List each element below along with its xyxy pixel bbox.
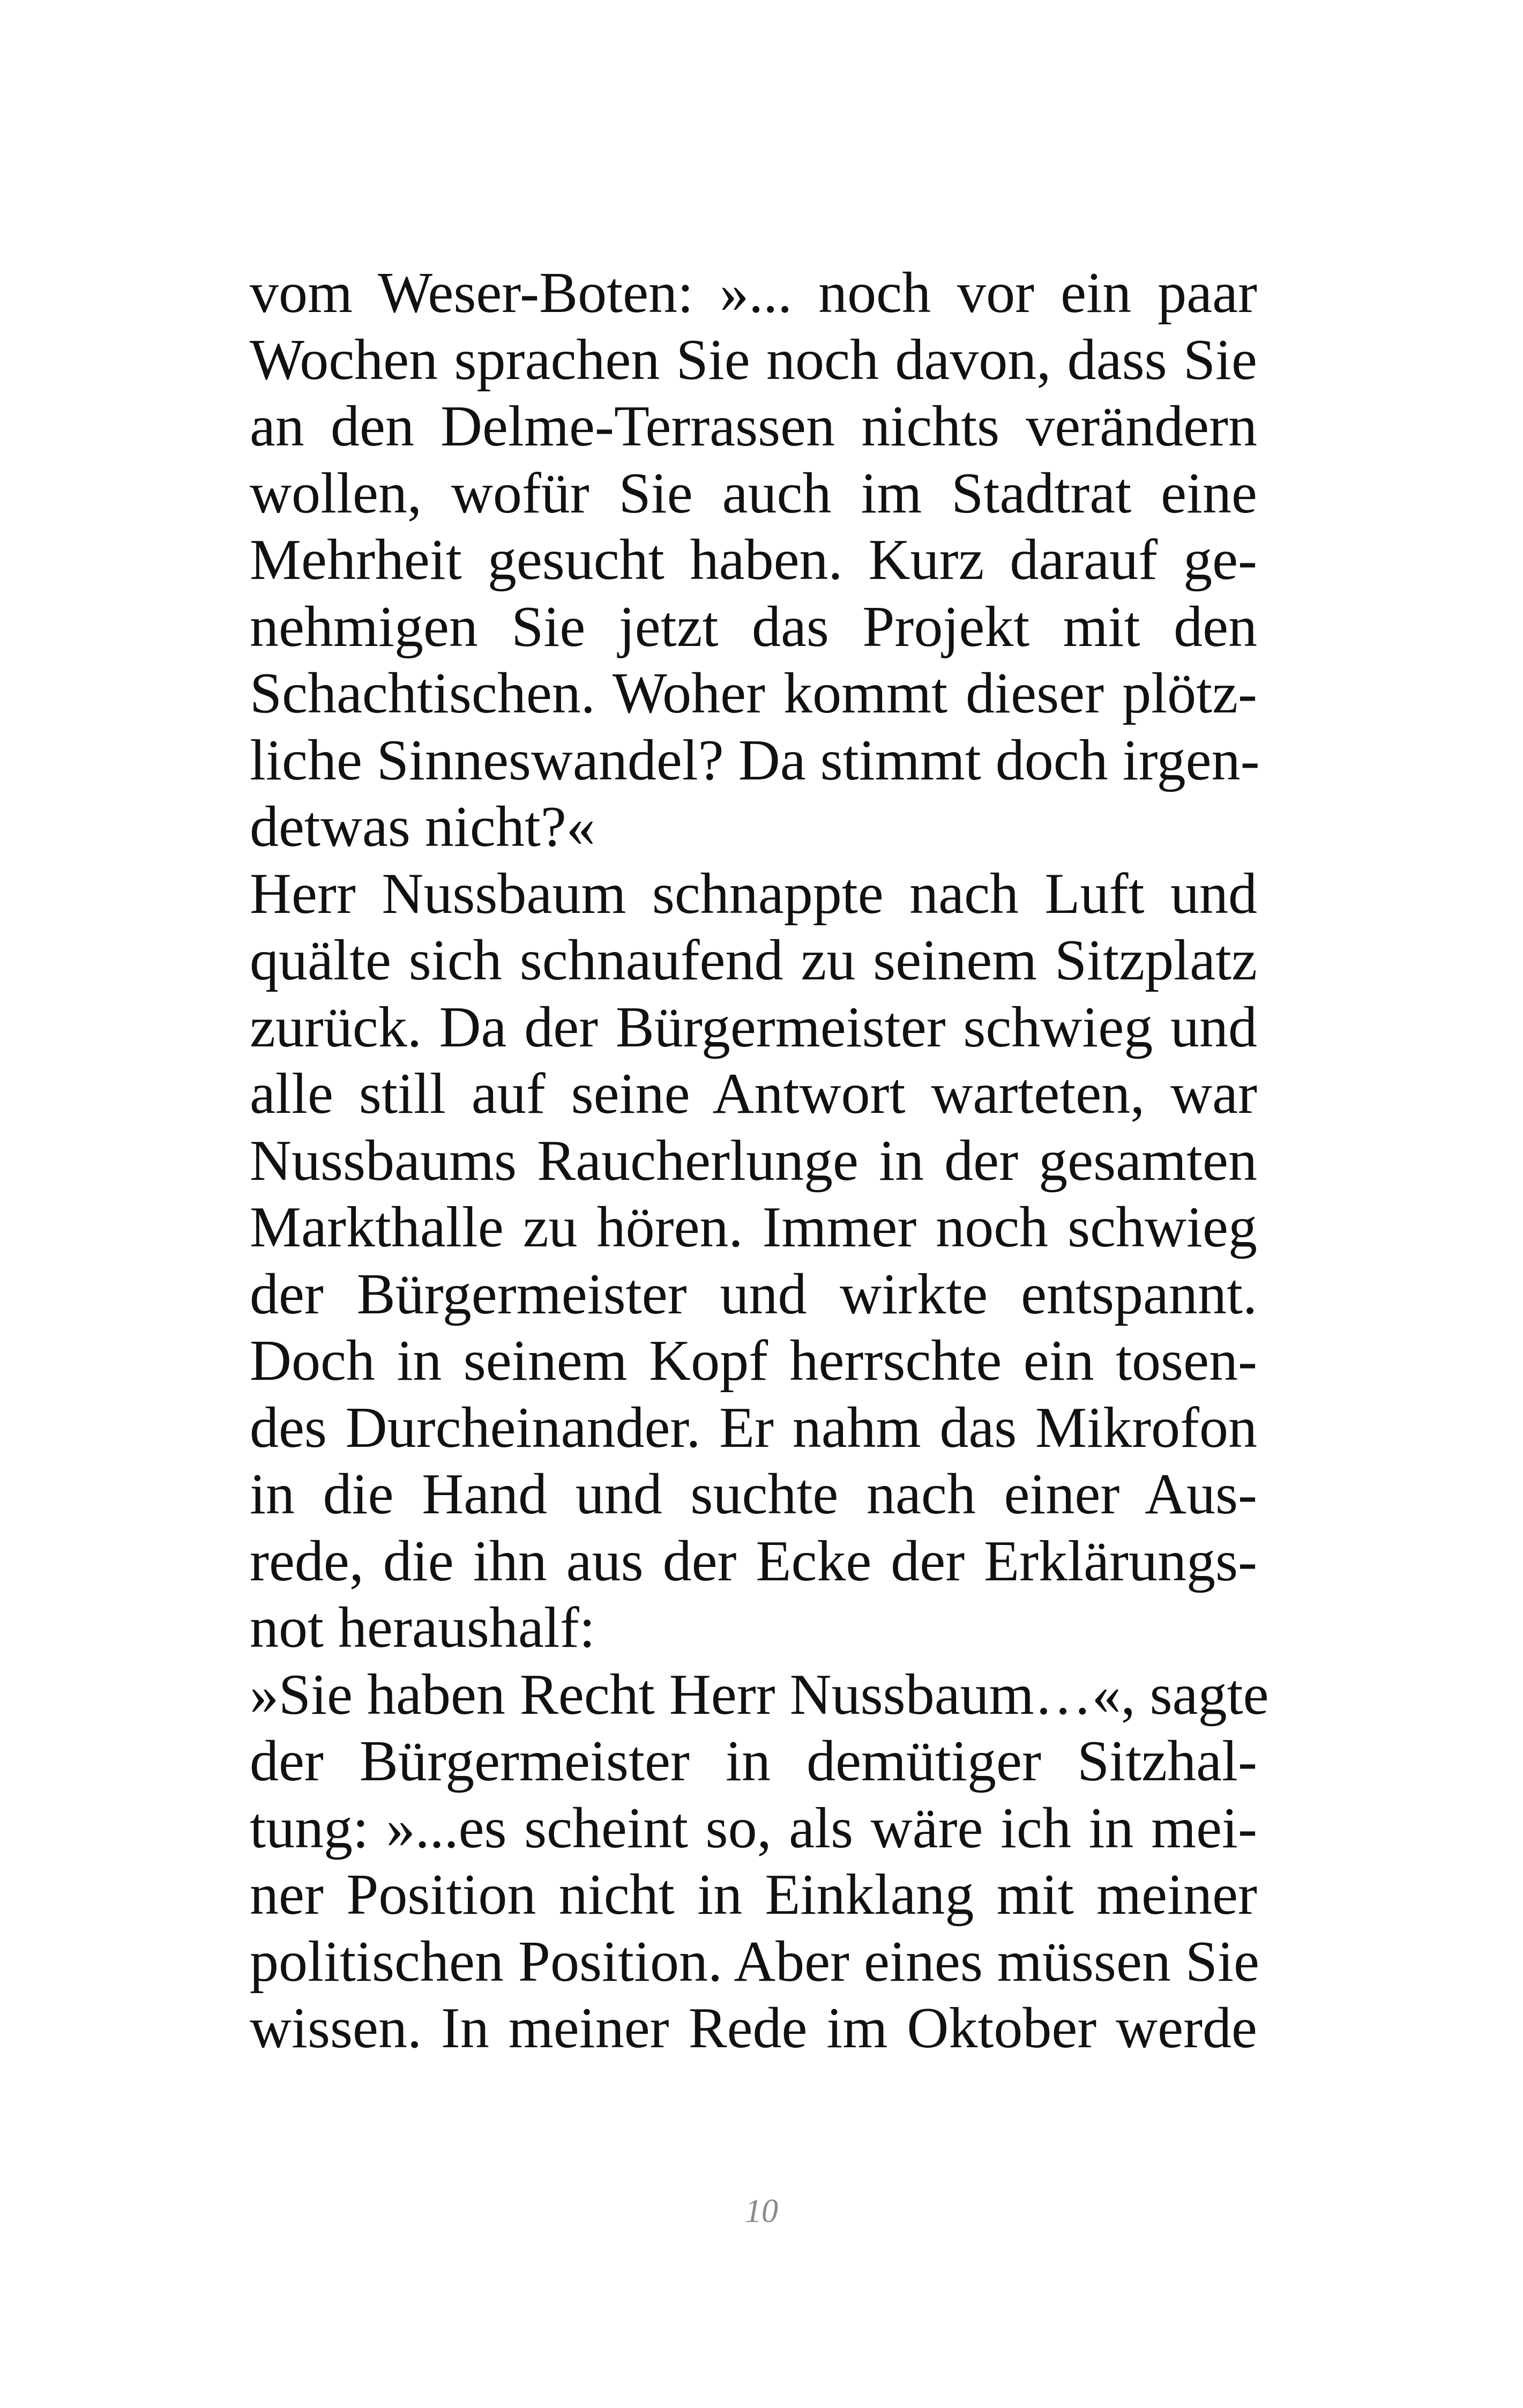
text-line: tung: »...es scheint so, als wäre ich in mei- — [250, 1796, 1257, 1860]
text-line: Doch in seinem Kopf herrschte ein tosen- — [250, 1329, 1257, 1393]
body-text — [250, 260, 1269, 2062]
text-line: Mehrheit gesucht haben. Kurz darauf ge- — [250, 528, 1257, 592]
text-line: Herr Nussbaum schnappte nach Luft und — [250, 861, 1257, 926]
text-line: zurück. Da der Bürgermeister schwieg und — [250, 995, 1257, 1059]
text-line: not heraushalf: — [250, 1596, 595, 1660]
text-line: quälte sich schnaufend zu seinem Sitzplatz — [250, 928, 1257, 992]
text-line: rede, die ihn aus der Ecke der Erklärungs- — [250, 1529, 1257, 1593]
text-line: ner Position nicht in Einklang mit meiner — [250, 1863, 1257, 1927]
text-line: nehmigen Sie jetzt das Projekt mit den — [250, 594, 1257, 659]
text-line: wissen. In meiner Rede im Oktober werde — [250, 1996, 1257, 2060]
text-line: alle still auf seine Antwort warteten, war — [250, 1062, 1257, 1126]
text-line: der Bürgermeister und wirkte entspannt. — [250, 1262, 1257, 1326]
text-line: in die Hand und suchte nach einer Aus- — [250, 1462, 1257, 1526]
text-line: Markthalle zu hören. Immer noch schwieg — [250, 1195, 1257, 1259]
text-line: detwas nicht?« — [250, 795, 595, 859]
text-line: der Bürgermeister in demütiger Sitzhal- — [250, 1729, 1257, 1793]
text-line: Schachtischen. Woher kommt dieser plötz- — [250, 662, 1257, 725]
text-line: vom Weser-Boten: »... noch vor ein paar — [250, 261, 1257, 325]
text-line: an den Delme-Terrassen nichts verändern — [250, 395, 1257, 458]
page-number: 10 — [745, 2193, 778, 2229]
text-line: wollen, wofür Sie auch im Stadtrat eine — [250, 461, 1257, 525]
text-line: Wochen sprachen Sie noch davon, dass Sie — [250, 328, 1257, 392]
text-line: politischen Position. Aber eines müssen Sie — [250, 1929, 1259, 1994]
text-line: liche Sinneswandel? Da stimmt doch irgen- — [250, 728, 1260, 792]
text-line: Nussbaums Raucherlunge in der gesamten — [250, 1128, 1257, 1193]
text-line: des Durcheinander. Er nahm das Mikrofon — [250, 1395, 1257, 1460]
text-line: »Sie haben Recht Herr Nussbaum…«, sagte — [250, 1662, 1269, 1727]
